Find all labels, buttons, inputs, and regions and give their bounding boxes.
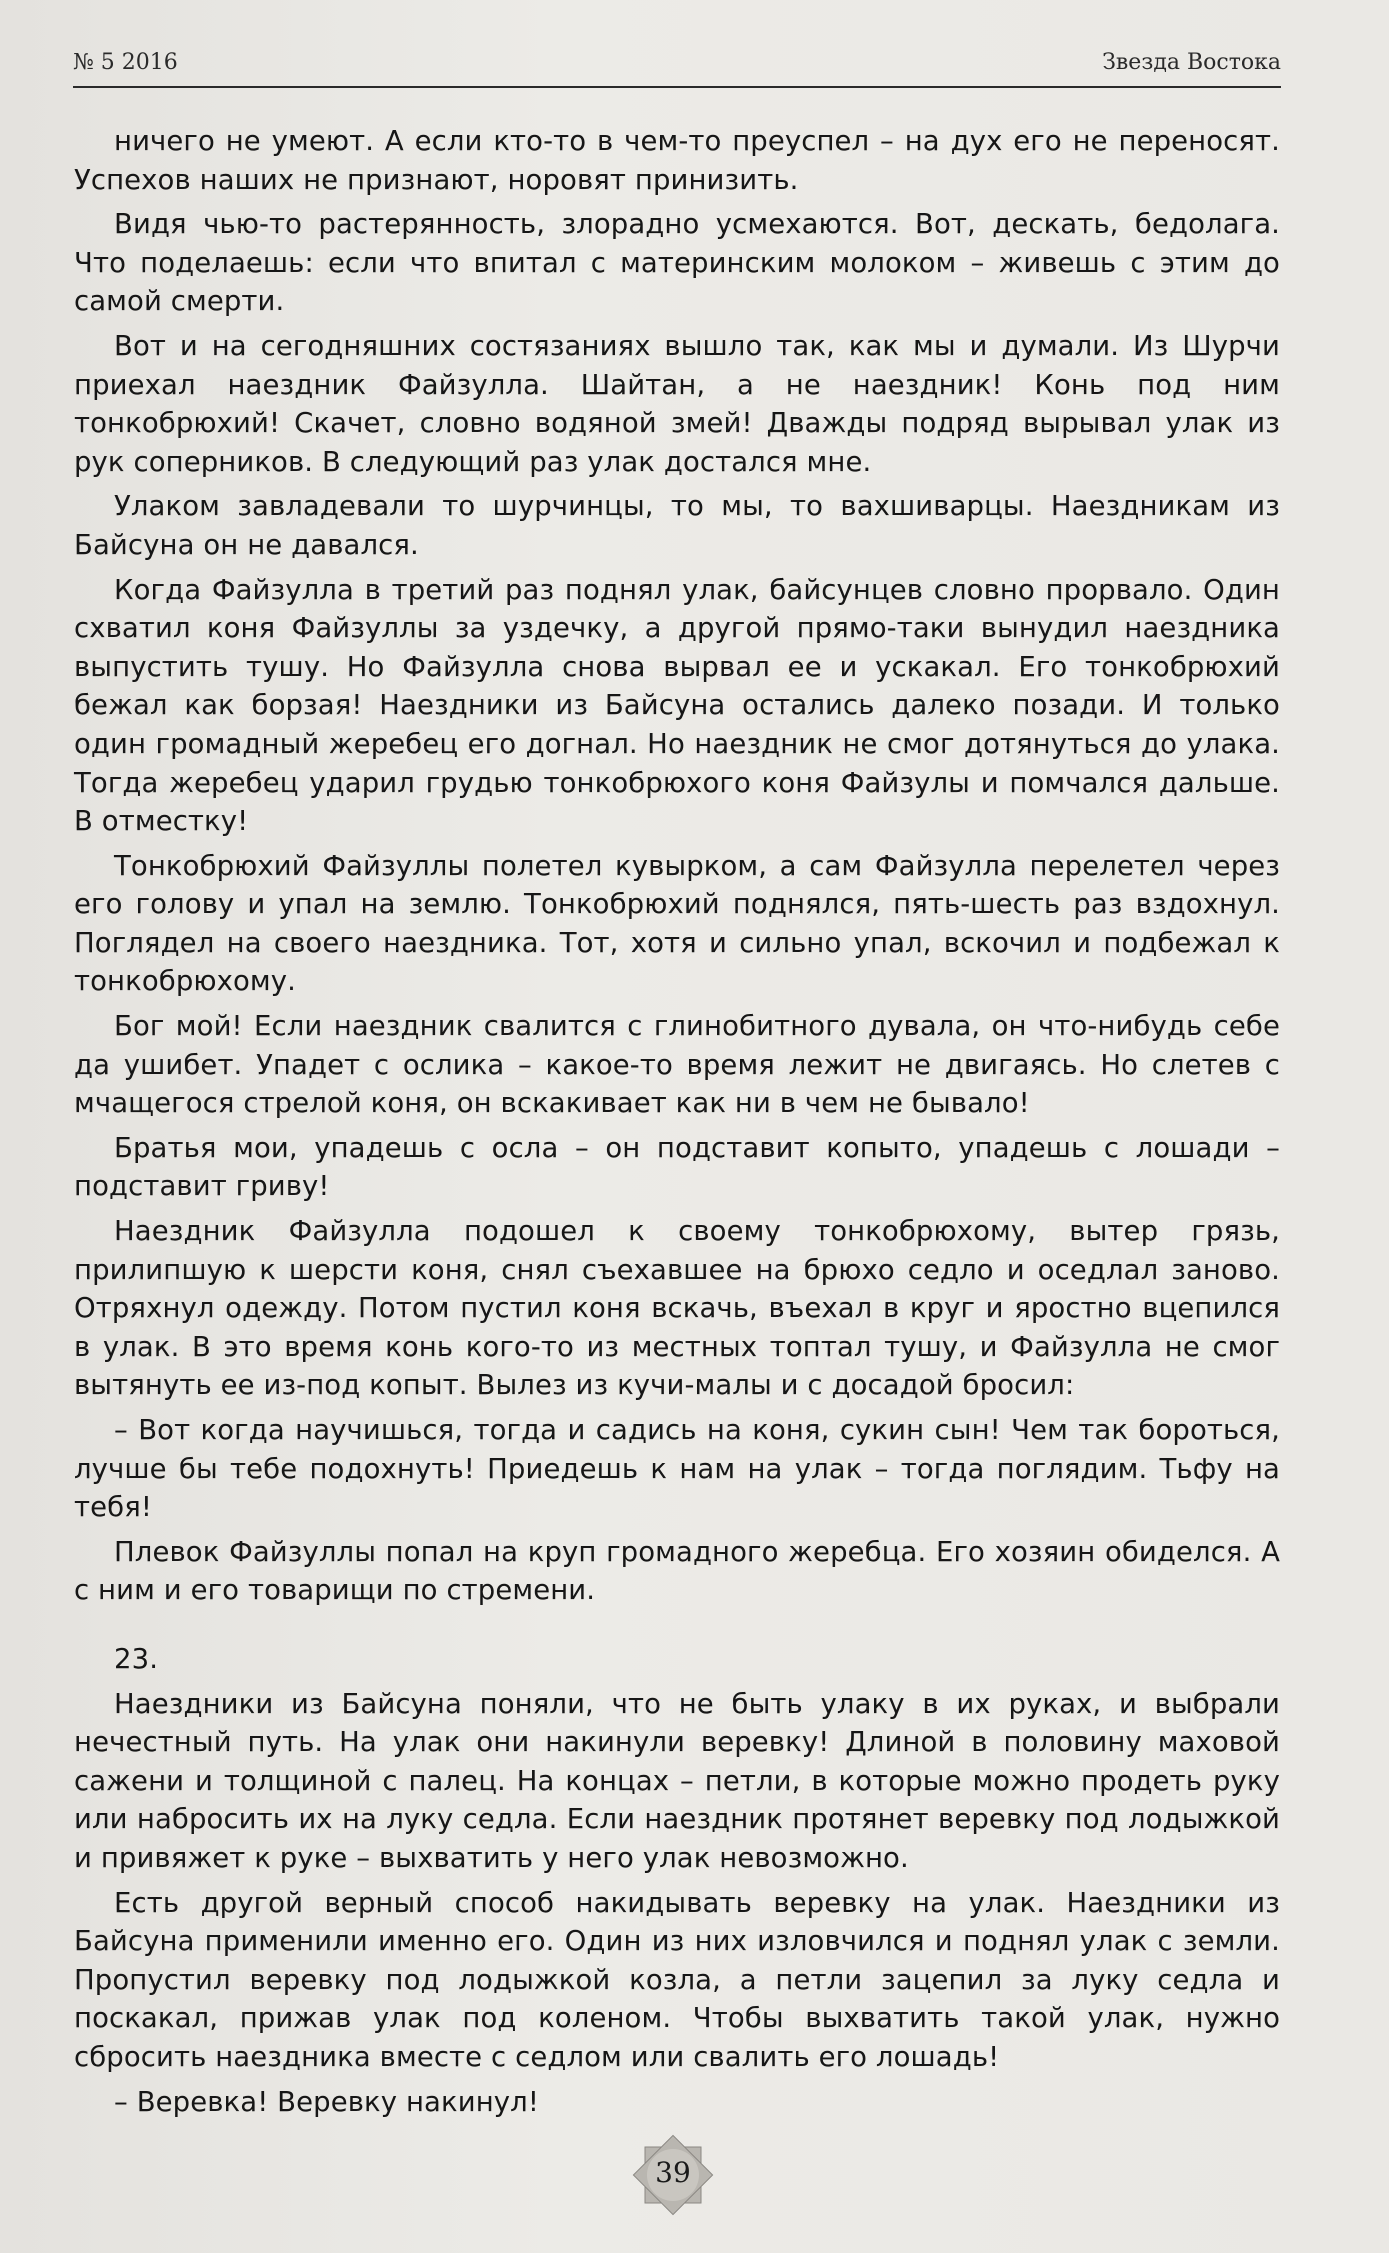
paragraph: Плевок Файзуллы попал на круп громадного жеребца. Его хозяин обиделся. А с ним и его товарищи по стремени. [74, 1535, 1280, 1607]
issue-number: № 5 2016 [73, 50, 178, 75]
paragraph: Наездник Файзулла подошел к своему тонкобрюхому, вытер грязь, прилипшую к шерсти коня, снял съехавшее на брюхо седло и оседлал заново. Отряхнул одежду. Потом пустил коня вскачь, въехал в круг и яростно вцепился в улак. В это время конь кого-то из местных топтал тушу, и Файзулла не смог вытянуть ее из-под копыт. Вылез из кучи-малы и с досадой бросил: [74, 1215, 1280, 1402]
paragraph: Тонкобрюхий Файзуллы полетел кувырком, а сам Файзулла перелетел через его голову и упал на землю. Тонкобрюхий поднялся, пять-шесть раз вздохнул. Поглядел на своего наездника. Тот, хотя и сильно упал, вскочил и подбежал к тонкобрюхому. [74, 849, 1280, 998]
paragraph: Улаком завладевали то шурчинцы, то мы, то вахшиварцы. Наездникам из Байсуна он не давался. [74, 490, 1280, 561]
paragraph: Есть другой верный способ накидывать веревку на улак. Наездники из Байсуна применили именно его. Один из них изловчился и поднял улак с земли. Пропустил веревку под лодыжкой козла, а петли зацепил за луку седла и поскакал, прижав улак под коленом. Чтобы выхватить такой улак, нужно сбросить наездника вместе с седлом или свалить его лошадь! [74, 1886, 1280, 2073]
paragraph: – Веревка! Веревку накинул! [114, 2085, 539, 2118]
paragraph: Вот и на сегодняшних состязаниях вышло так, как мы и думали. Из Шурчи приехал наездник Файзулла. Шайтан, а не наездник! Конь под ним тонкобрюхий! Скачет, словно водяной змей! Дважды подряд вырывал улак из рук соперников. В следующий раз улак достался мне. [74, 329, 1280, 478]
paragraph: – Вот когда научишься, тогда и садись на коня, сукин сын! Чем так бороться, лучше бы тебе подохнуть! Приедешь к нам на улак – тогда поглядим. Тьфу на тебя! [74, 1414, 1280, 1524]
paragraph: Когда Файзулла в третий раз поднял улак, байсунцев словно прорвало. Один схватил коня Файзуллы за уздечку, а другой прямо-таки вынудил наездника выпустить тушу. Но Файзулла снова вырвал ее и ускакал. Его тонкобрюхий бежал как борзая! Наездники из Байсуна остались далеко позади. И только один громадный жеребец его догнал. Но наездник не смог дотянуться до улака. Тогда жеребец ударил грудью тонкобрюхого коня Файзулы и помчался дальше. В отместку! [74, 573, 1280, 838]
paragraph: ничего не умеют. А если кто-то в чем-то преуспел – на дух его не переносят. Успехов наших не признают, норовят принизить. [74, 125, 1280, 196]
page-number: 39 [655, 2156, 691, 2189]
article-body [74, 122, 1280, 2127]
section-number: 23. [114, 1642, 159, 1675]
paragraph: Братья мои, упадешь с осла – он подставит копыто, упадешь с лошади – подставит гриву! [74, 1131, 1280, 1203]
running-head [73, 46, 1281, 88]
journal-title: Звезда Востока [1102, 50, 1281, 75]
page-number-badge [628, 2130, 718, 2220]
paragraph: Бог мой! Если наездник свалится с глинобитного дувала, он что-нибудь себе да ушибет. Упадет с ослика – какое-то время лежит не двигаясь. Но слетев с мчащегося стрелой коня, он вскакивает как ни в чем не бывало! [74, 1010, 1280, 1120]
paragraph: Наездники из Байсуна поняли, что не быть улаку в их руках, и выбрали нечестный путь. На улак они накинули веревку! Длиной в половину маховой сажени и толщиной с палец. На концах – петли, в которые можно продеть руку или набросить их на луку седла. Если наездник протянет веревку под лодыжкой и привяжет к руке – выхватить у него улак невозможно. [74, 1687, 1280, 1874]
paragraph: Видя чью-то растерянность, злорадно усмехаются. Вот, дескать, бедолага. Что поделаешь: если что впитал с материнским молоком – живешь с этим до самой смерти. [74, 208, 1280, 318]
